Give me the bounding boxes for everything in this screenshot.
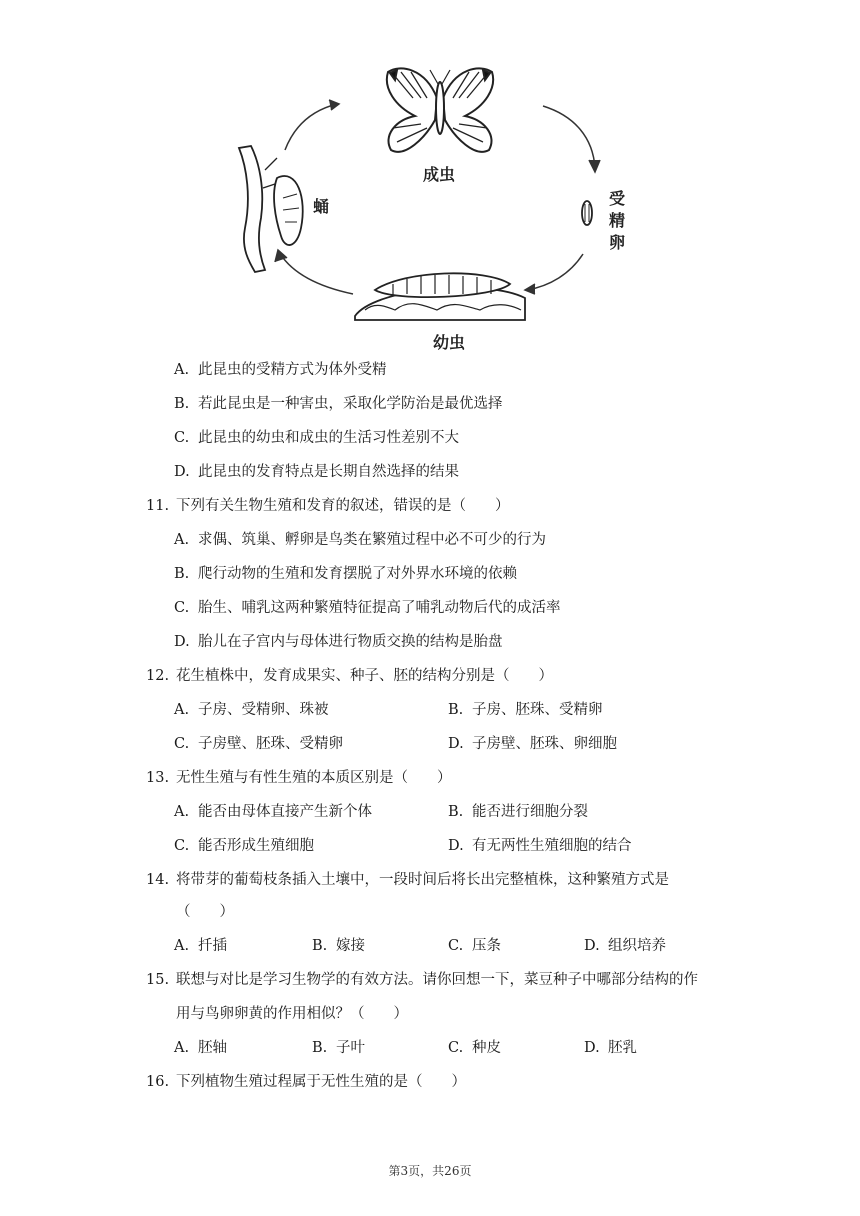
arrow-larva-to-pupa [275,250,353,294]
q11-stem [146,496,510,516]
option-letter: C. [448,1040,464,1056]
q11-option-b [174,564,517,584]
option-letter: D. [174,464,190,480]
question-text: 下列有关生物生殖和发育的叙述，错误的是（ ） [176,498,510,514]
option-text: 胚乳 [608,1040,637,1056]
option-letter: A. [174,702,190,718]
q12-option-a [174,700,329,720]
question-number: 11. [146,498,170,514]
arrow-egg-to-larva [525,254,583,294]
option-letter: A. [174,938,190,954]
arrow-adult-to-egg [543,106,600,172]
q11-option-c [174,598,561,618]
q14-stem-continued: （ ） [176,904,234,920]
question-text: 花生植株中，发育成果实、种子、胚的结构分别是（ ） [176,668,553,684]
option-letter: B. [174,566,190,582]
life-cycle-diagram [225,58,645,358]
option-letter: A. [174,532,190,548]
option-text: 能否形成生殖细胞 [198,838,314,854]
option-letter: B. [312,1040,328,1056]
life-cycle-figure [225,58,645,358]
option-text: 嫁接 [336,938,365,954]
option-text: 能否由母体直接产生新个体 [198,804,372,820]
q15-option-b [312,1038,365,1058]
butterfly-icon [387,68,493,151]
option-text: 子房、胚珠、受精卵 [472,702,603,718]
option-text: 爬行动物的生殖和发育摆脱了对外界水环境的依赖 [198,566,517,582]
q10-option-c [174,428,459,448]
option-letter: A. [174,1040,190,1056]
option-letter: C. [174,430,190,446]
q15-option-a [174,1038,227,1058]
option-text: 种皮 [472,1040,501,1056]
option-text: 能否进行细胞分裂 [472,804,588,820]
question-number: 16. [146,1074,170,1090]
question-text: 下列植物生殖过程属于无性生殖的是（ ） [176,1074,466,1090]
option-text: 子房壁、胚珠、受精卵 [198,736,343,752]
q10-option-b [174,394,503,414]
question-number: 14. [146,872,170,888]
option-text: 此昆虫的受精方式为体外受精 [198,362,387,378]
question-number: 15. [146,972,170,988]
q16-stem [146,1072,466,1092]
arrow-pupa-to-adult [285,100,339,150]
label-pupa: 蛹 [313,197,330,216]
option-text: 子房、受精卵、珠被 [198,702,329,718]
option-text: 此昆虫的幼虫和成虫的生活习性差别不大 [198,430,459,446]
option-letter: D. [448,736,464,752]
q11-option-a [174,530,546,550]
option-text: 子房壁、胚珠、卵细胞 [472,736,617,752]
option-letter: A. [174,362,190,378]
q13-option-c [174,836,314,856]
q15-option-c [448,1038,501,1058]
question-text: 无性生殖与有性生殖的本质区别是（ ） [176,770,452,786]
question-text: 联想与对比是学习生物学的有效方法。请你回想一下，菜豆种子中哪部分结构的作 [176,972,698,988]
q15-option-d [584,1038,637,1058]
q10-option-a [174,360,387,380]
option-letter: B. [174,396,190,412]
option-text: 组织培养 [608,938,666,954]
question-number: 13. [146,770,170,786]
option-text: 胚轴 [198,1040,227,1056]
option-text: 子叶 [336,1040,365,1056]
label-larva: 幼虫 [433,333,466,352]
option-letter: D. [584,938,600,954]
option-letter: C. [448,938,464,954]
q15-stem [146,970,698,990]
pupa-icon [239,146,303,272]
q14-option-d [584,936,666,956]
option-text: 求偶、筑巢、孵卵是鸟类在繁殖过程中必不可少的行为 [198,532,546,548]
q13-stem [146,768,452,788]
q14-option-b [312,936,365,956]
q14-option-c [448,936,501,956]
option-letter: D. [584,1040,600,1056]
q11-option-d [174,632,503,652]
option-letter: C. [174,600,190,616]
option-text: 扦插 [198,938,227,954]
option-letter: C. [174,838,190,854]
q12-option-c [174,734,343,754]
q13-option-a [174,802,372,822]
option-letter: B. [448,702,464,718]
option-letter: B. [448,804,464,820]
page-footer: 第3页，共26页 [388,1164,472,1178]
option-text: 压条 [472,938,501,954]
question-number: 12. [146,668,170,684]
q12-option-b [448,700,603,720]
larva-icon [355,273,525,320]
q12-stem [146,666,553,686]
option-text: 若此昆虫是一种害虫，采取化学防治是最优选择 [198,396,503,412]
q13-option-d [448,836,632,856]
option-text: 此昆虫的发育特点是长期自然选择的结果 [198,464,459,480]
q12-option-d [448,734,617,754]
q14-option-a [174,936,227,956]
option-text: 有无两性生殖细胞的结合 [472,838,632,854]
q14-stem [146,870,669,890]
q13-option-b [448,802,588,822]
q15-stem-continued: 用与鸟卵卵黄的作用相似？（ ） [176,1006,408,1022]
option-letter: C. [174,736,190,752]
label-egg: 受精卵 [608,189,625,252]
option-text: 胎儿在子宫内与母体进行物质交换的结构是胎盘 [198,634,503,650]
option-letter: A. [174,804,190,820]
option-letter: D. [174,634,190,650]
question-text: 将带芽的葡萄枝条插入土壤中，一段时间后将长出完整植株，这种繁殖方式是 [176,872,669,888]
egg-icon [582,201,592,225]
option-letter: D. [448,838,464,854]
option-letter: B. [312,938,328,954]
q10-option-d [174,462,459,482]
label-adult: 成虫 [423,165,456,184]
option-text: 胎生、哺乳这两种繁殖特征提高了哺乳动物后代的成活率 [198,600,561,616]
